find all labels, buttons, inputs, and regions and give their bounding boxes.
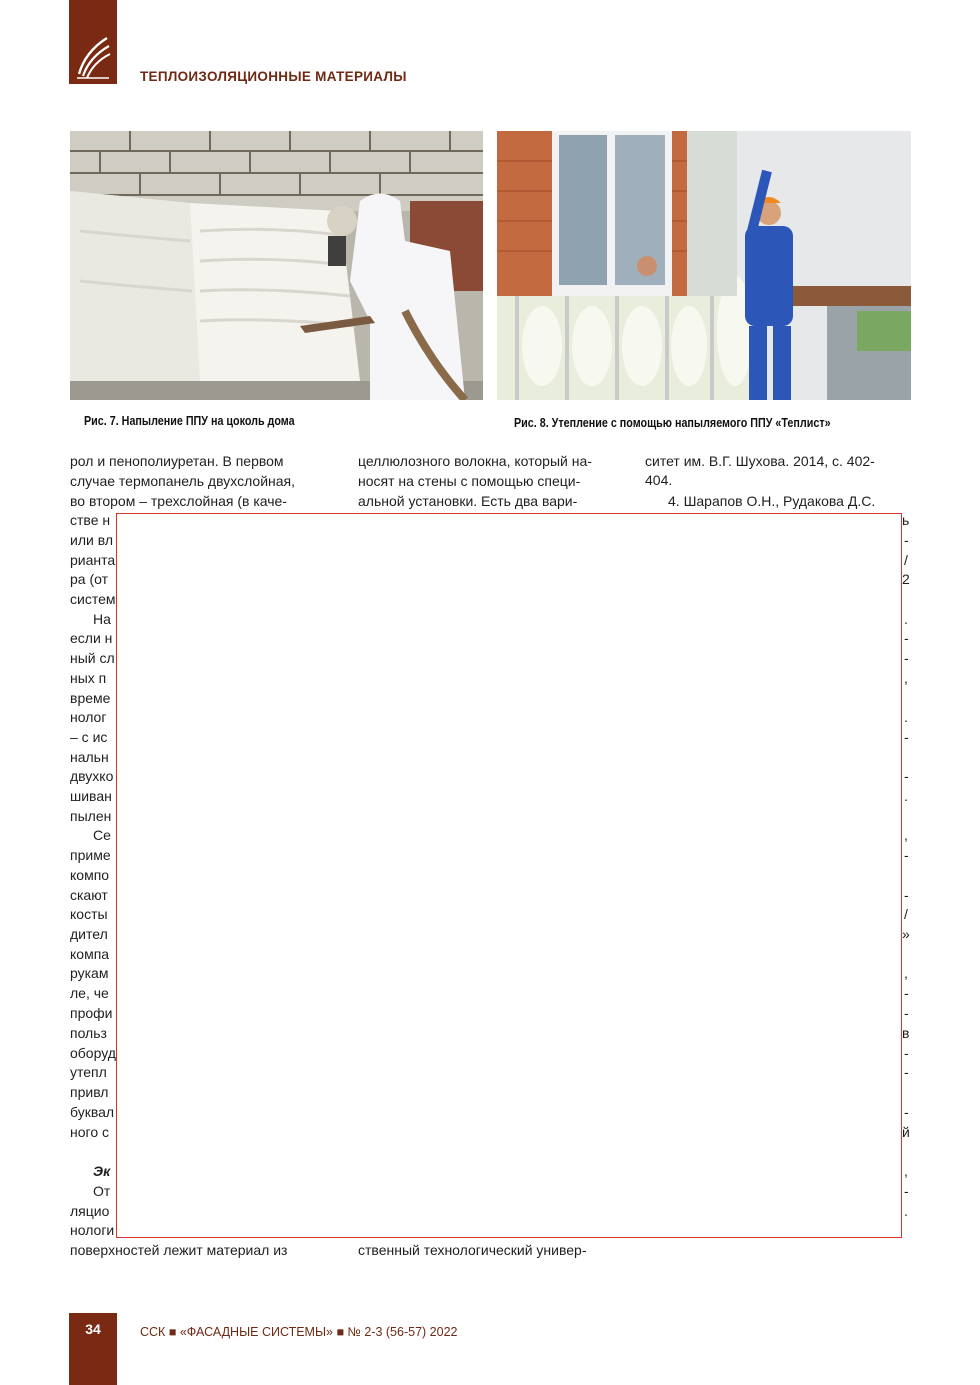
text-line: систем: [70, 591, 116, 607]
text-line: ра (от: [70, 571, 109, 587]
text-line: польз: [70, 1025, 107, 1041]
text-line: 404.: [645, 472, 673, 488]
text-line: ственный технологический универ-: [358, 1242, 587, 1258]
text-line: альной установки. Есть два вари-: [358, 493, 578, 509]
text-line: утепл: [70, 1064, 107, 1080]
text-line: поверхностей лежит материал из: [70, 1242, 288, 1258]
text-line-edge: .: [904, 788, 908, 804]
text-line: буквал: [70, 1104, 115, 1120]
feather-logo-icon: [73, 34, 113, 80]
text-line: стве н: [70, 512, 111, 528]
text-line-edge: -: [904, 847, 909, 863]
text-line: На: [93, 611, 111, 627]
header-accent-bar: [69, 0, 117, 84]
text-line: пылен: [70, 808, 112, 824]
text-line: компа: [70, 946, 110, 962]
text-line: компо: [70, 867, 110, 883]
text-line-edge: 2: [902, 571, 910, 587]
text-line-edge: .: [904, 611, 908, 627]
text-line-edge: /: [904, 552, 908, 568]
text-line: привл: [70, 1084, 109, 1100]
text-line-edge: в: [902, 1025, 910, 1041]
text-line-edge: -: [904, 1045, 909, 1061]
text-line: косты: [70, 906, 108, 922]
text-line: ситет им. В.Г. Шухова. 2014, с. 402-: [645, 453, 875, 469]
text-line: нолог: [70, 709, 107, 725]
text-line-edge: й: [902, 1124, 910, 1140]
text-line: ный сл: [70, 650, 115, 666]
text-line: ного с: [70, 1124, 109, 1140]
subheading: Эк: [93, 1163, 111, 1179]
text-line-edge: -: [904, 887, 909, 903]
text-line: оборуд: [70, 1045, 116, 1061]
text-line: случае термопанель двухслойная,: [70, 473, 295, 489]
text-line: носят на стены с помощью специ-: [358, 473, 581, 489]
text-line: скают: [70, 887, 108, 903]
figure-8-caption: Рис. 8. Утепление с помощью напыляемого ППУ «Теплист»: [514, 416, 831, 430]
text-line-edge: »: [902, 926, 910, 942]
text-line-edge: -: [904, 532, 909, 548]
text-line-edge: /: [904, 906, 908, 922]
figure-7-caption: Рис. 7. Напыление ППУ на цоколь дома: [84, 414, 295, 428]
footer-accent-bar: [69, 1313, 117, 1385]
journal-footer: ССК ■ «ФАСАДНЫЕ СИСТЕМЫ» ■ № 2-3 (56-57) 2022: [140, 1325, 458, 1339]
text-line-edge: ,: [904, 827, 908, 843]
text-line-edge: -: [904, 630, 909, 646]
text-line: дител: [70, 926, 108, 942]
text-line-edge: -: [904, 985, 909, 1001]
text-line-edge: .: [904, 709, 908, 725]
text-line-edge: -: [904, 729, 909, 745]
text-line: во втором – трехслойная (в каче-: [70, 493, 287, 509]
text-line: рукам: [70, 965, 109, 981]
text-line: если н: [70, 630, 113, 646]
section-title: ТЕПЛОИЗОЛЯЦИОННЫЕ МАТЕРИАЛЫ: [140, 69, 407, 84]
text-line-edge: .: [904, 1203, 908, 1219]
figure-8-photo: [497, 131, 911, 400]
text-line: ляцио: [70, 1203, 110, 1219]
text-line: рианта: [70, 552, 116, 568]
text-line: профи: [70, 1005, 113, 1021]
text-line: двухко: [70, 768, 114, 784]
text-line-edge: ь: [902, 512, 910, 528]
text-line-edge: -: [904, 650, 909, 666]
text-line: или вл: [70, 532, 113, 548]
text-line: рол и пенополиуретан. В первом: [70, 453, 284, 469]
text-line: 4. Шарапов О.Н., Рудакова Д.С.: [668, 493, 876, 509]
text-line-edge: -: [904, 1005, 909, 1021]
text-line-edge: ,: [904, 670, 908, 686]
text-line: нологи: [70, 1222, 115, 1238]
text-line: шиван: [70, 788, 112, 804]
text-line: Се: [93, 827, 111, 843]
text-line-edge: -: [904, 1104, 909, 1120]
text-line: целлюлозного волокна, который на-: [358, 453, 592, 469]
redaction-box: [116, 513, 902, 1238]
text-line-edge: -: [904, 1183, 909, 1199]
text-line: ных п: [70, 670, 107, 686]
text-line-edge: -: [904, 1064, 909, 1080]
text-line: – с ис: [70, 729, 108, 745]
text-line: приме: [70, 847, 111, 863]
text-line: ле, че: [70, 985, 109, 1001]
page-number: 34: [85, 1321, 101, 1337]
figure-7-photo: [70, 131, 483, 400]
text-line-edge: ,: [904, 1163, 908, 1179]
text-line: време: [70, 690, 111, 706]
text-line-edge: ,: [904, 965, 908, 981]
text-line: нальн: [70, 749, 109, 765]
text-line-edge: -: [904, 768, 909, 784]
text-line: От: [93, 1183, 111, 1199]
